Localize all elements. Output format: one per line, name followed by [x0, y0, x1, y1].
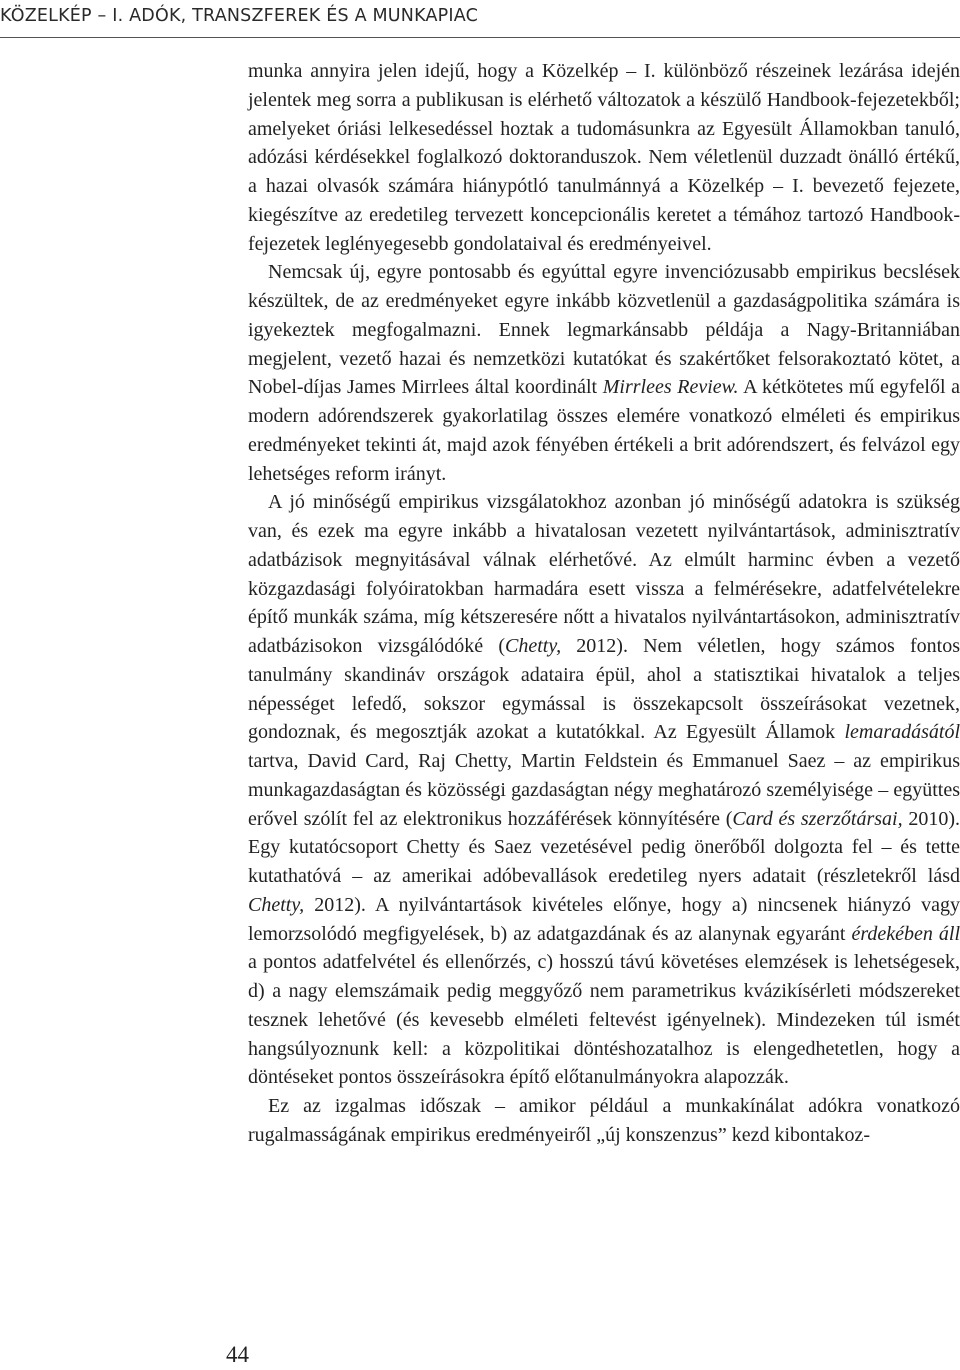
paragraph-2 — [248, 258, 960, 488]
page-number: 44 — [226, 1342, 249, 1367]
italic-title: Mirrlees Review. — [602, 376, 739, 399]
emphasis: érdekében áll — [851, 922, 960, 945]
citation: Chetty, — [248, 893, 305, 916]
text-run: 2012). Nem véletlen, hogy számos fontos tanulmány skandináv országok adataira épül, ahol a statisztikai hivatalok a teljes népességet lefedő, sokszor egymással is összekapcsolt összeírásokat vezetnek, gondoznak, és megosztják azokat a kutatókkal. Az Egyesült Államok — [248, 635, 960, 744]
citation: Card és szerzőtársai, — [732, 807, 903, 830]
text-run: A kétkötetes mű egyfelől a modern adórendszerek gyakorlatilag összes elemére vonatkozó elméleti és empirikus eredményeket tekinti át, majd azok fényében értékeli a brit adórendszert, és felvázol egy lehetséges reform irányt. — [248, 376, 960, 485]
running-header: KÖZELKÉP – I. ADÓK, TRANSZFEREK ÉS A MUNKAPIAC — [0, 6, 479, 26]
text-run: munka annyira jelen idejű, hogy a Közelkép – I. különböző részeinek lezárása idején jelentek meg sorra a publikusan is elérhető változatok a készülő Handbook-fejezetekből; amelyeket óriási lelkesedéssel hoztak a tudomásunkra az Egyesült Államokban tanuló, adózási kérdésekkel foglalkozó doktoranduszok. Nem véletlenül duzzadt önálló értékű, a hazai olvasók számára hiánypótló tanulmánnyá a Közelkép – I. bevezető fejezete, kiegészítve az eredetileg tervezett koncepcionális keretet a témához tartozó Handbook-fejezetek leglényegesebb gondolataival és eredményeivel. — [248, 60, 960, 255]
text-run: a pontos adatfelvétel és ellenőrzés, c) hosszú távú követéses elemzések is lehetségesek, d) a nagy elemszámaik pedig meggyőző nem parametrikus kvázikísérleti módszereket tesznek lehetővé (és kevesebb elméleti feltevést igényelnek). Mindezeken túl ismét hangsúlyoznunk kell: a közpolitikai döntéshozatalhoz is elengedhetetlen, hogy a döntéseket pontos összeírásokra építő előtanulmányokra alapozzák. — [248, 951, 960, 1089]
header-divider — [0, 37, 960, 38]
text-run: A jó minőségű empirikus vizsgálatokhoz azonban jó minőségű adatokra is szükség van, és ezek ma egyre inkább a hivatalosan vezetett nyilvántartások, adminisztratív adatbázisok megnyitásával válnak elérhetővé. Az elmúlt harminc évben a vezető közgazdasági folyóiratokban harmadára esett vissza a felmérésekre, adatfelvételekre építő munkák száma, míg kétszeresére nőtt a hivatalos nyilvántartásokon, adminisztratív adatbázisokon vizsgálódóké ( — [248, 491, 960, 657]
text-run: tartva, David Card, Raj Chetty, Martin Feldstein és Emmanuel Saez – az empirikus munkagazdaságtan és közösségi gazdaságtan négy meghatározó személyisége – együttes erővel szólít fel az elektronikus hozzáférések könnyítésére ( — [248, 750, 960, 830]
citation: Chetty, — [505, 635, 562, 657]
text-run: Ez az izgalmas időszak – amikor például a munkakínálat adókra vonatkozó rugalmasságának empirikus eredményeiről „új konszenzus” kezd kibontakoz- — [248, 1095, 960, 1146]
text-run: Nemcsak új, egyre pontosabb és egyúttal egyre invenciózusabb empirikus becslések készültek, de az eredményeket egyre inkább közvetlenül a gazdaságpolitika számára is igyekeztek megfogalmazni. Ennek legmarkánsabb példája a Nagy-Britanniában megjelent, vezető hazai és nemzetközi kutatókat és szakértőket felsorakoztató kötet, a Nobel-díjas James Mirrlees által koordinált — [248, 261, 960, 399]
paragraph-4 — [248, 1092, 960, 1150]
text-run: 2010). Egy kutatócsoport Chetty és Saez vezetésével pedig önerőből dolgozta fel – és tette kutathatóvá – az amerikai adóbevallások eredetileg nyers adatait (részletekről lásd — [248, 807, 960, 887]
body-text — [248, 57, 960, 1150]
paragraph-1 — [248, 57, 960, 258]
paragraph-3 — [248, 488, 960, 1092]
text-run: 2012). A nyilvántartások kivételes előnye, hogy a) nincsenek hiányzó vagy lemorzsolódó megfigyelések, b) az adatgazdának és az alanynak egyaránt — [248, 893, 960, 945]
emphasis: lemaradásától — [844, 721, 960, 744]
